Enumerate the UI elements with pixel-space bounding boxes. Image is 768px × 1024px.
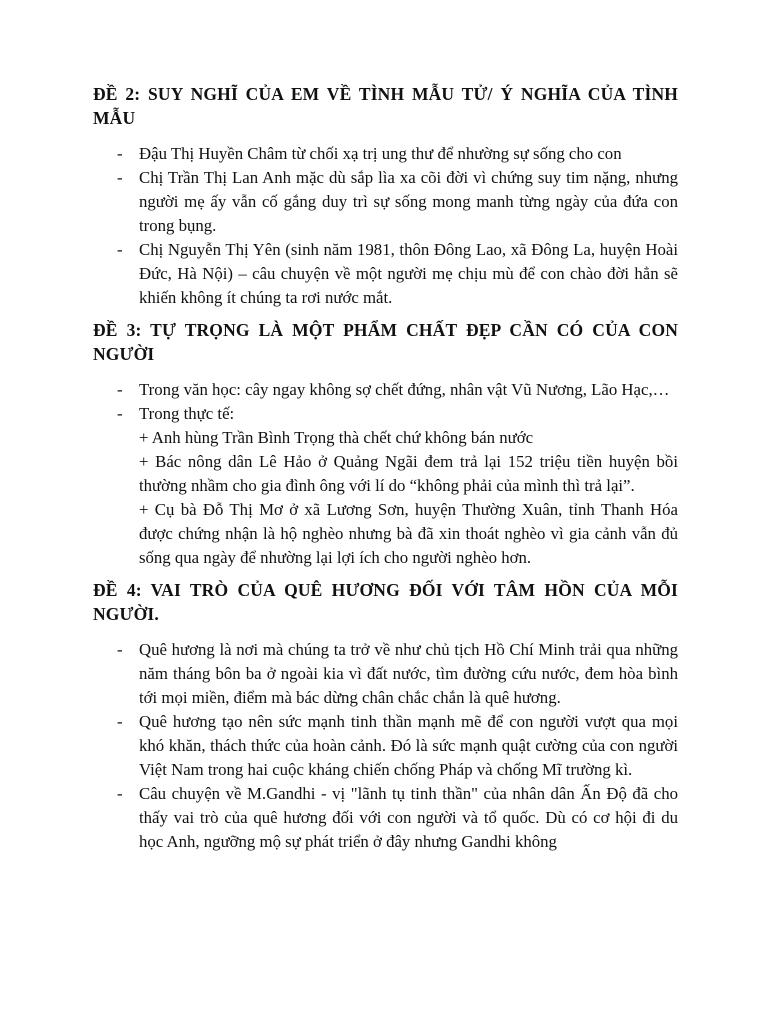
bullet-dash: - — [117, 240, 123, 259]
section-de-4 — [93, 578, 678, 854]
list-item-text: Chị Trần Thị Lan Anh mặc dù sắp lìa xa cõi đời vì chứng suy tim nặng, nhưng người mẹ ấy vẫn cố gắng duy trì sự sống mong manh từng ngày của đứa con trong bụng. — [139, 168, 678, 235]
list-item — [93, 638, 678, 710]
sub-item: + Cụ bà Đỗ Thị Mơ ở xã Lương Sơn, huyện Thường Xuân, tỉnh Thanh Hóa được chứng nhận là hộ nghèo nhưng bà đã xin thoát nghèo vì gia cảnh vẫn đủ sống qua ngày để nhường lại lợi ích cho người nghèo hơn. — [139, 500, 678, 567]
list-item — [93, 166, 678, 238]
list-item — [93, 238, 678, 310]
bullet-dash: - — [117, 784, 123, 803]
list-item-text: Trong thực tế: — [139, 404, 235, 423]
document-content — [93, 82, 678, 862]
list-item-text: Câu chuyện về M.Gandhi - vị "lãnh tụ tinh thần" của nhân dân Ấn Độ đã cho thấy vai trò của quê hương đối với con người và tổ quốc. Dù có cơ hội đi du học Anh, ngưỡng mộ sự phát triển ở đây nhưng Gandhi không — [139, 784, 678, 851]
bullet-dash: - — [117, 712, 123, 731]
section-de-3 — [93, 318, 678, 570]
section-heading: ĐỀ 2: SUY NGHĨ CỦA EM VỀ TÌNH MẪU TỬ/ Ý NGHĨA CỦA TÌNH MẪU — [93, 84, 678, 128]
bullet-dash: - — [117, 640, 123, 659]
bullet-dash: - — [117, 380, 123, 399]
list-item-text: Quê hương là nơi mà chúng ta trở về như chủ tịch Hồ Chí Minh trải qua những năm tháng bôn ba ở ngoài kia vì đất nước, tìm đường cứu nước, đem hòa bình tới mọi miền, điểm mà bác dừng chân chắc chắn là quê hương. — [139, 640, 678, 707]
sub-item: + Bác nông dân Lê Hảo ở Quảng Ngãi đem trả lại 152 triệu tiền huyện bồi thường nhầm cho gia đình ông với lí do “không phải của mình thì trả lại”. — [139, 452, 678, 495]
list-item — [93, 710, 678, 782]
section-heading: ĐỀ 4: VAI TRÒ CỦA QUÊ HƯƠNG ĐỐI VỚI TÂM HỒN CỦA MỖI NGƯỜI. — [93, 580, 678, 624]
list-item — [93, 142, 678, 166]
bullet-list — [93, 142, 678, 310]
list-item-text: Quê hương tạo nên sức mạnh tinh thần mạnh mẽ để con người vượt qua mọi khó khăn, thách thức của hoàn cảnh. Đó là sức mạnh quật cường của con người Việt Nam trong hai cuộc kháng chiến chống Pháp và chống Mĩ trường kì. — [139, 712, 678, 779]
bullet-dash: - — [117, 404, 123, 423]
list-item-text: Trong văn học: cây ngay không sợ chết đứng, nhân vật Vũ Nương, Lão Hạc,… — [139, 380, 670, 399]
bullet-dash: - — [117, 168, 123, 187]
list-item-text: Chị Nguyễn Thị Yên (sinh năm 1981, thôn Đông Lao, xã Đông La, huyện Hoài Đức, Hà Nội) – câu chuyện về một người mẹ chịu mù để con chào đời hẳn sẽ khiến không ít chúng ta rơi nước mắt. — [139, 240, 678, 307]
list-item — [93, 402, 678, 570]
sub-item: + Anh hùng Trần Bình Trọng thà chết chứ không bán nước — [139, 428, 534, 447]
list-item — [93, 782, 678, 854]
bullet-list — [93, 378, 678, 570]
section-de-2 — [93, 82, 678, 310]
bullet-dash: - — [117, 144, 123, 163]
bullet-list — [93, 638, 678, 854]
section-heading: ĐỀ 3: TỰ TRỌNG LÀ MỘT PHẨM CHẤT ĐẸP CẦN CÓ CỦA CON NGƯỜI — [93, 320, 678, 364]
list-item-text: Đậu Thị Huyền Châm từ chối xạ trị ung thư để nhường sự sống cho con — [139, 144, 622, 163]
list-item — [93, 378, 678, 402]
